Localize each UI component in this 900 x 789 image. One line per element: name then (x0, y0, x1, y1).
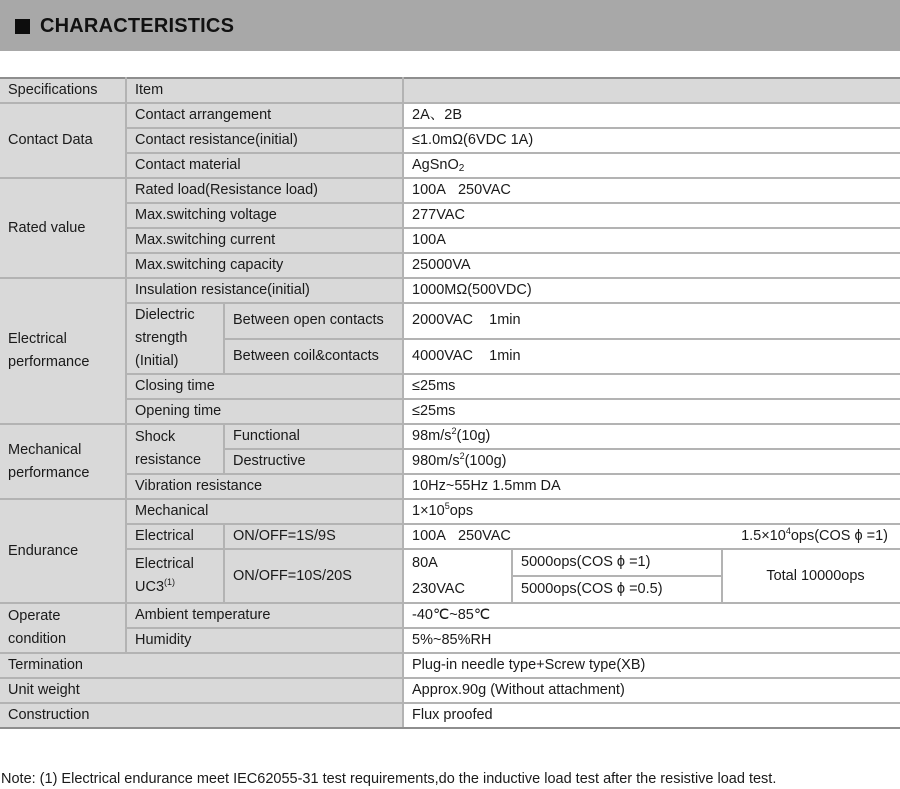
characteristics-table (0, 77, 900, 729)
table-row (0, 399, 900, 424)
row-item: Ambient temperature (126, 603, 403, 628)
row-value: Approx.90g (Without attachment) (403, 678, 900, 703)
table-row (0, 278, 900, 303)
row-item: Closing time (126, 374, 403, 399)
table-row (0, 549, 900, 576)
label-line: resistance (135, 452, 202, 468)
row-value: ≤25ms (403, 374, 900, 399)
row-value: 5%~85%RH (403, 628, 900, 653)
table-row (0, 524, 900, 549)
label-line: Dielectric (135, 307, 195, 323)
row-value (403, 153, 900, 178)
value-main: 1.5×10 (741, 528, 786, 544)
table-row (0, 128, 900, 153)
table-row (0, 628, 900, 653)
label-line: performance (8, 354, 90, 370)
black-square-icon (15, 19, 30, 34)
label-line: condition (8, 631, 67, 647)
label-line: UC3 (135, 579, 165, 595)
value-load: 100A 250VAC (412, 528, 511, 544)
group-endurance: Endurance (0, 499, 126, 603)
table-row (0, 653, 900, 678)
table-row (0, 103, 900, 128)
value-main: 1×10 (412, 503, 445, 519)
table-row (0, 703, 900, 728)
row-item: Max.switching current (126, 228, 403, 253)
value-superscript: 2 (451, 426, 457, 436)
label-line: Electrical (8, 331, 67, 347)
row-value: 277VAC (403, 203, 900, 228)
table-row (0, 678, 900, 703)
value-superscript: 2 (459, 451, 465, 461)
row-value (403, 449, 900, 474)
table-row (0, 253, 900, 278)
row-item: Rated load(Resistance load) (126, 178, 403, 203)
label-line: Mechanical (8, 441, 82, 458)
row-item: Mechanical (126, 499, 403, 524)
row-item: Contact material (126, 153, 403, 178)
subgroup-shock-resistance (126, 424, 224, 474)
value-main: 98m/s (412, 428, 452, 444)
row-item: Contact arrangement (126, 103, 403, 128)
value-main: 980m/s (412, 453, 460, 469)
row-value (403, 524, 900, 549)
group-electrical-performance (0, 278, 126, 424)
row-value: 25000VA (403, 253, 900, 278)
header-specifications: Specifications (0, 78, 126, 103)
table-header-row (0, 78, 900, 103)
table-row (0, 178, 900, 203)
row-value: 10Hz~55Hz 1.5mm DA (403, 474, 900, 499)
row-item: Construction (0, 703, 403, 728)
row-ops: 5000ops(COS ϕ =0.5) (512, 576, 722, 603)
table-row (0, 603, 900, 628)
footnote-ref: (1) (164, 577, 176, 587)
row-item: Vibration resistance (126, 474, 403, 499)
group-operate-condition (0, 603, 126, 653)
row-item: Opening time (126, 399, 403, 424)
label-line: (Initial) (135, 353, 179, 369)
value-main: AgSnO (412, 157, 459, 173)
row-value: 2000VAC 1min (403, 303, 900, 339)
label-line: Operate (8, 608, 61, 624)
value-superscript: 5 (444, 501, 450, 511)
row-condition: ON/OFF=10S/20S (224, 549, 403, 603)
row-total: Total 10000ops (722, 549, 900, 603)
row-item: Destructive (224, 449, 403, 474)
table-row (0, 474, 900, 499)
table-row (0, 303, 900, 339)
group-contact-data: Contact Data (0, 103, 126, 178)
row-item: Max.switching capacity (126, 253, 403, 278)
value-ops (741, 525, 888, 548)
value-tail: (10g) (456, 428, 491, 444)
row-item-uc3 (126, 549, 224, 603)
section-title: CHARACTERISTICS (40, 15, 235, 37)
value-subscript: 2 (458, 163, 465, 174)
row-item: Between open contacts (224, 303, 403, 339)
group-rated-value: Rated value (0, 178, 126, 278)
row-item: Functional (224, 424, 403, 449)
row-value: Flux proofed (403, 703, 900, 728)
row-ops: 5000ops(COS ϕ =1) (512, 549, 722, 576)
row-value: ≤1.0mΩ(6VDC 1A) (403, 128, 900, 153)
row-item: Humidity (126, 628, 403, 653)
row-value: 100A (403, 228, 900, 253)
row-item: Max.switching voltage (126, 203, 403, 228)
table-row (0, 424, 900, 449)
table-row (0, 499, 900, 524)
row-item: Insulation resistance(initial) (126, 278, 403, 303)
table-row (0, 153, 900, 178)
row-value: ≤25ms (403, 399, 900, 424)
value-tail: ops(COS ϕ =1) (790, 528, 889, 544)
label-line: Electrical (135, 556, 194, 572)
label-line: performance (8, 464, 90, 481)
table-row (0, 374, 900, 399)
table-row (0, 203, 900, 228)
row-load (403, 549, 512, 603)
header-item: Item (126, 78, 403, 103)
value-tail: (100g) (464, 453, 507, 469)
value-superscript: 4 (785, 526, 791, 536)
label-line: Shock (135, 429, 176, 445)
row-item: Termination (0, 653, 403, 678)
row-value: 2A、2B (403, 103, 900, 128)
row-item: Unit weight (0, 678, 403, 703)
table-row (0, 228, 900, 253)
section-header (0, 0, 900, 51)
row-item: Contact resistance(initial) (126, 128, 403, 153)
row-item: Electrical (126, 524, 224, 549)
row-value (403, 499, 900, 524)
row-value: Plug-in needle type+Screw type(XB) (403, 653, 900, 678)
row-value: 1000MΩ(500VDC) (403, 278, 900, 303)
label-line: strength (135, 330, 188, 346)
load-voltage: 230VAC (412, 581, 465, 597)
load-current: 80A (412, 555, 438, 571)
row-condition: ON/OFF=1S/9S (224, 524, 403, 549)
value-tail: ops (449, 503, 474, 519)
footnote: Note: (1) Electrical endurance meet IEC62055-31 test requirements,do the inductive load test after the resistive load test. (1, 771, 777, 787)
row-value (403, 424, 900, 449)
group-mechanical-performance (0, 424, 126, 499)
header-value (403, 78, 900, 103)
subgroup-dielectric-strength (126, 303, 224, 374)
row-value: 100A 250VAC (403, 178, 900, 203)
row-value: 4000VAC 1min (403, 339, 900, 375)
row-value: -40℃~85℃ (403, 603, 900, 628)
row-item: Between coil&contacts (224, 339, 403, 375)
